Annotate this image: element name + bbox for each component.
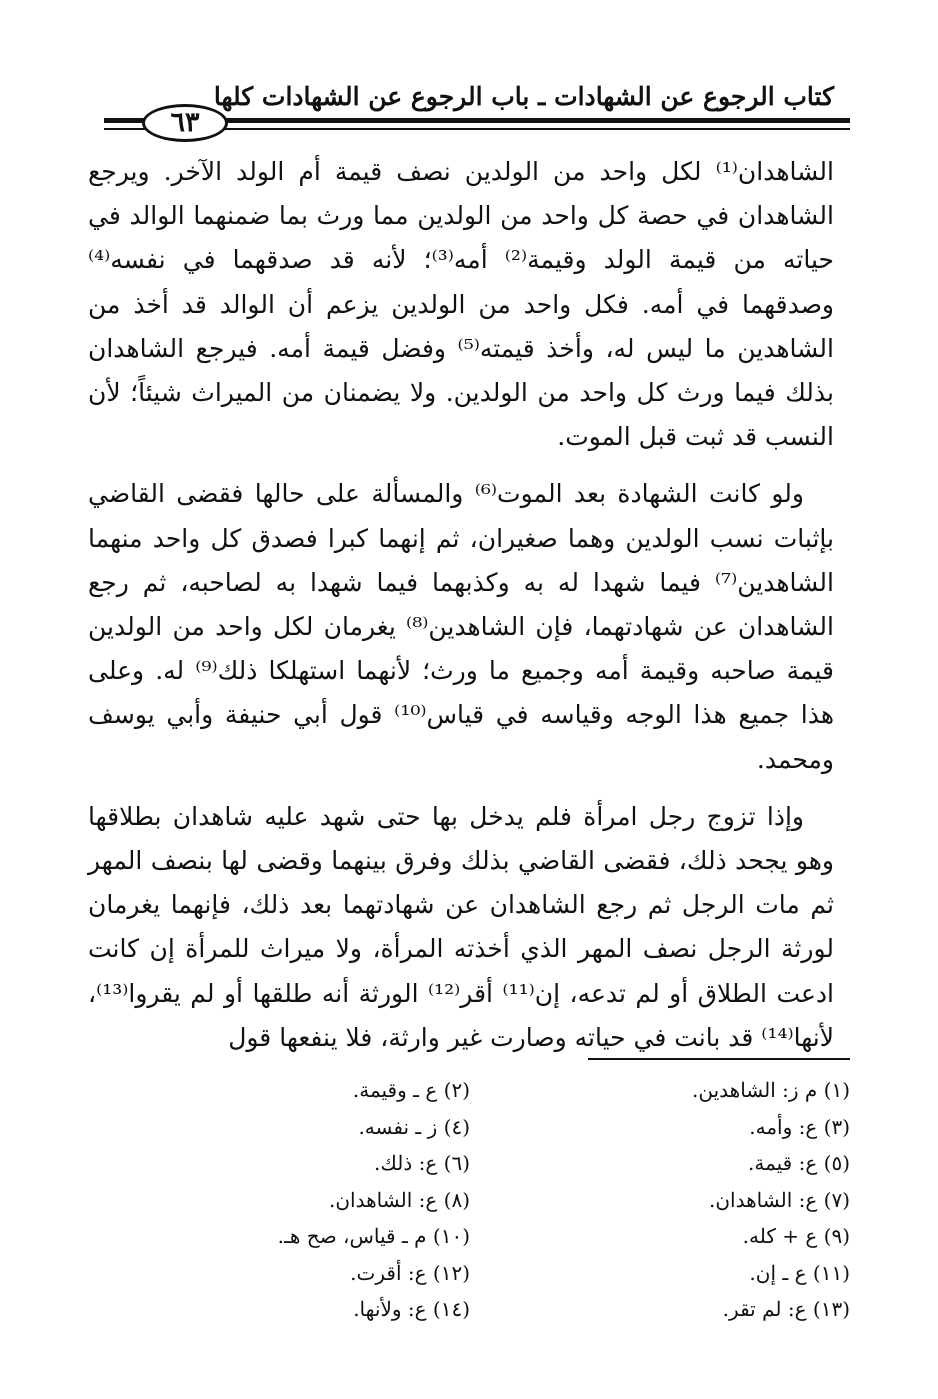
running-title: كتاب الرجوع عن الشهادات ـ باب الرجوع عن الشهادات كلها bbox=[213, 82, 834, 111]
footnote-11: (١١) ع ـ إن. bbox=[749, 1260, 850, 1285]
footnotes bbox=[150, 1072, 850, 1328]
footnote-4: (٤) ز ـ نفسه. bbox=[358, 1114, 470, 1139]
footnote-7: (٧) ع: الشاهدان. bbox=[709, 1187, 850, 1212]
footnote-6: (٦) ع: ذلك. bbox=[374, 1151, 470, 1175]
paragraph-2: ولو كانت الشهادة بعد الموت⁽⁶⁾ والمسألة على حالها فقضى القاضي بإثبات نسب الولدين وهما صغيران، ثم إنهما كبرا فصدق كل واحد منهما الشاهدين⁽⁷⁾ فيما شهدا له به وكذبهما فيما شهدا به لصاحبه، ثم رجع الشاهدان عن شهادتهما، فإن الشاهدين⁽⁸⁾ يغرمان لكل واحد من الولدين قيمة صاحبه وقيمة أمه وجميع ما ورث؛ لأنهما استهلكا ذلك⁽⁹⁾ له. وعلى هذا جميع هذا الوجه وقياسه في قياس⁽¹⁰⁾ قول أبي حنيفة وأبي يوسف ومحمد. bbox=[88, 479, 834, 774]
footnote-10: (١٠) م ـ قياس، صح هـ. bbox=[277, 1224, 470, 1248]
footnote-8: (٨) ع: الشاهدان. bbox=[329, 1187, 470, 1212]
page-number: ٦٣ bbox=[142, 104, 228, 142]
footnote-2: (٢) ع ـ وقيمة. bbox=[352, 1078, 470, 1102]
footnote-12: (١٢) ع: أقرت. bbox=[350, 1260, 470, 1285]
footnote-14: (١٤) ع: ولأنها. bbox=[353, 1297, 470, 1321]
paragraph-3: وإذا تزوج رجل امرأة فلم يدخل بها حتى شهد عليه شاهدان بطلاقها وهو يجحد ذلك، فقضى القاضي بذلك وفرق بينهما وقضى لها بنصف المهر ثم مات الرجل ثم رجع الشاهدان عن شهادتهما بعد ذلك، فإنهما يغرمان لورثة الرجل نصف المهر الذي أخذته المرأة، ولا ميراث للمرأة إن كانت ادعت الطلاق أو لم تدعه، إن⁽¹¹⁾ أقر⁽¹²⁾ الورثة أنه طلقها أو لم يقروا⁽¹³⁾، لأنها⁽¹⁴⁾ قد بانت في حياته وصارت غير وارثة، فلا ينفعها قول bbox=[88, 801, 834, 1052]
body-text bbox=[88, 150, 834, 1073]
footnote-5: (٥) ع: قيمة. bbox=[748, 1151, 850, 1175]
footnote-3: (٣) ع: وأمه. bbox=[749, 1114, 850, 1139]
paragraph-1: الشاهدان⁽¹⁾ لكل واحد من الولدين نصف قيمة أم الولد الآخر. ويرجع الشاهدان في حصة كل واحد من الولدين مما ورث بما ضمنهما الوالد في حياته من قيمة الولد وقيمة⁽²⁾ أمه⁽³⁾؛ لأنه قد صدقهما في نفسه⁽⁴⁾ وصدقهما في أمه. فكل واحد من الولدين يزعم أن الوالد قد أخذ من الشاهدين ما ليس له، وأخذ قيمته⁽⁵⁾ وفضل قيمة أمه. فيرجع الشاهدان بذلك فيما ورث كل واحد من الولدين. ولا يضمنان من الميراث شيئاً؛ لأن النسب قد ثبت قبل الموت. bbox=[88, 157, 834, 452]
footnote-9: (٩) ع + كله. bbox=[742, 1224, 850, 1248]
footnote-13: (١٣) ع: لم تقر. bbox=[722, 1297, 850, 1321]
footnote-1: (١) م ز: الشاهدين. bbox=[692, 1078, 850, 1102]
footnote-separator bbox=[588, 1058, 850, 1060]
